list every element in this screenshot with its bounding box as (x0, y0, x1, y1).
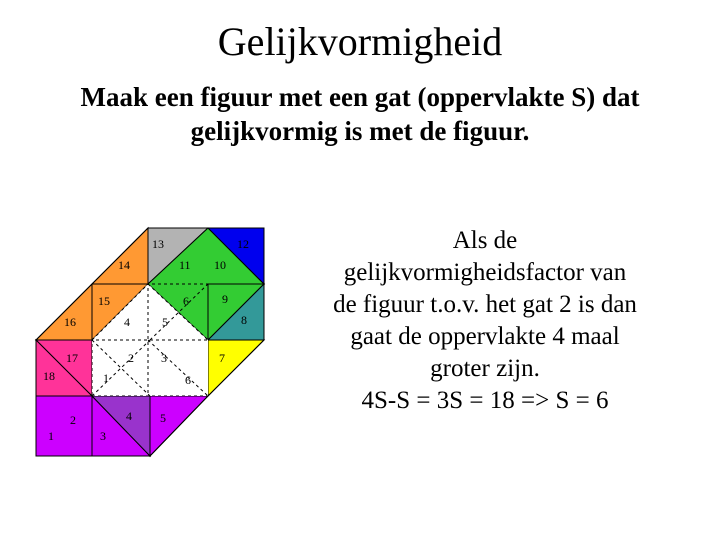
explanation-text (305, 225, 665, 417)
label-1a: 1 (103, 371, 109, 385)
explanation-line-3: de figuur t.o.v. het gat 2 is dan (333, 291, 637, 318)
page-title: Gelijkvormigheid (217, 19, 503, 64)
label-7: 7 (219, 351, 225, 365)
label-11: 11 (179, 258, 191, 272)
label-3b: 3 (100, 429, 106, 443)
label-6a: 6 (183, 294, 189, 308)
explanation-line-5: groter zijn. (430, 355, 540, 382)
instruction-line-2: gelijkvormig is met de figuur. (190, 116, 530, 146)
label-9: 9 (222, 292, 228, 306)
label-14: 14 (118, 258, 130, 272)
explanation-line-2: gelijkvormigheidsfactor van (343, 259, 627, 286)
label-5a: 5 (162, 315, 168, 329)
piece-1-2-magenta (36, 396, 92, 456)
label-12: 12 (237, 237, 249, 251)
explanation-line-6: 4S-S = 3S = 18 => S = 6 (361, 387, 609, 414)
label-10: 10 (214, 258, 226, 272)
label-4b: 4 (126, 409, 132, 423)
label-13: 13 (152, 237, 164, 251)
instruction-line-1: Maak een figuur met een gat (oppervlakte S) dat (80, 82, 640, 112)
label-6b: 6 (185, 373, 191, 387)
label-16: 16 (64, 315, 76, 329)
explanation-line-1: Als de (452, 227, 518, 254)
label-3: 3 (161, 351, 167, 365)
explanation-line-4: gaat de oppervlakte 4 maal (350, 323, 620, 350)
label-2b: 2 (70, 413, 76, 427)
label-17: 17 (66, 351, 78, 365)
label-18: 18 (43, 369, 55, 383)
label-15: 15 (98, 294, 110, 308)
label-4a: 4 (124, 315, 130, 329)
label-8: 8 (241, 313, 247, 327)
label-5b: 5 (160, 411, 166, 425)
label-2a: 2 (128, 351, 134, 365)
label-1b: 1 (48, 429, 54, 443)
